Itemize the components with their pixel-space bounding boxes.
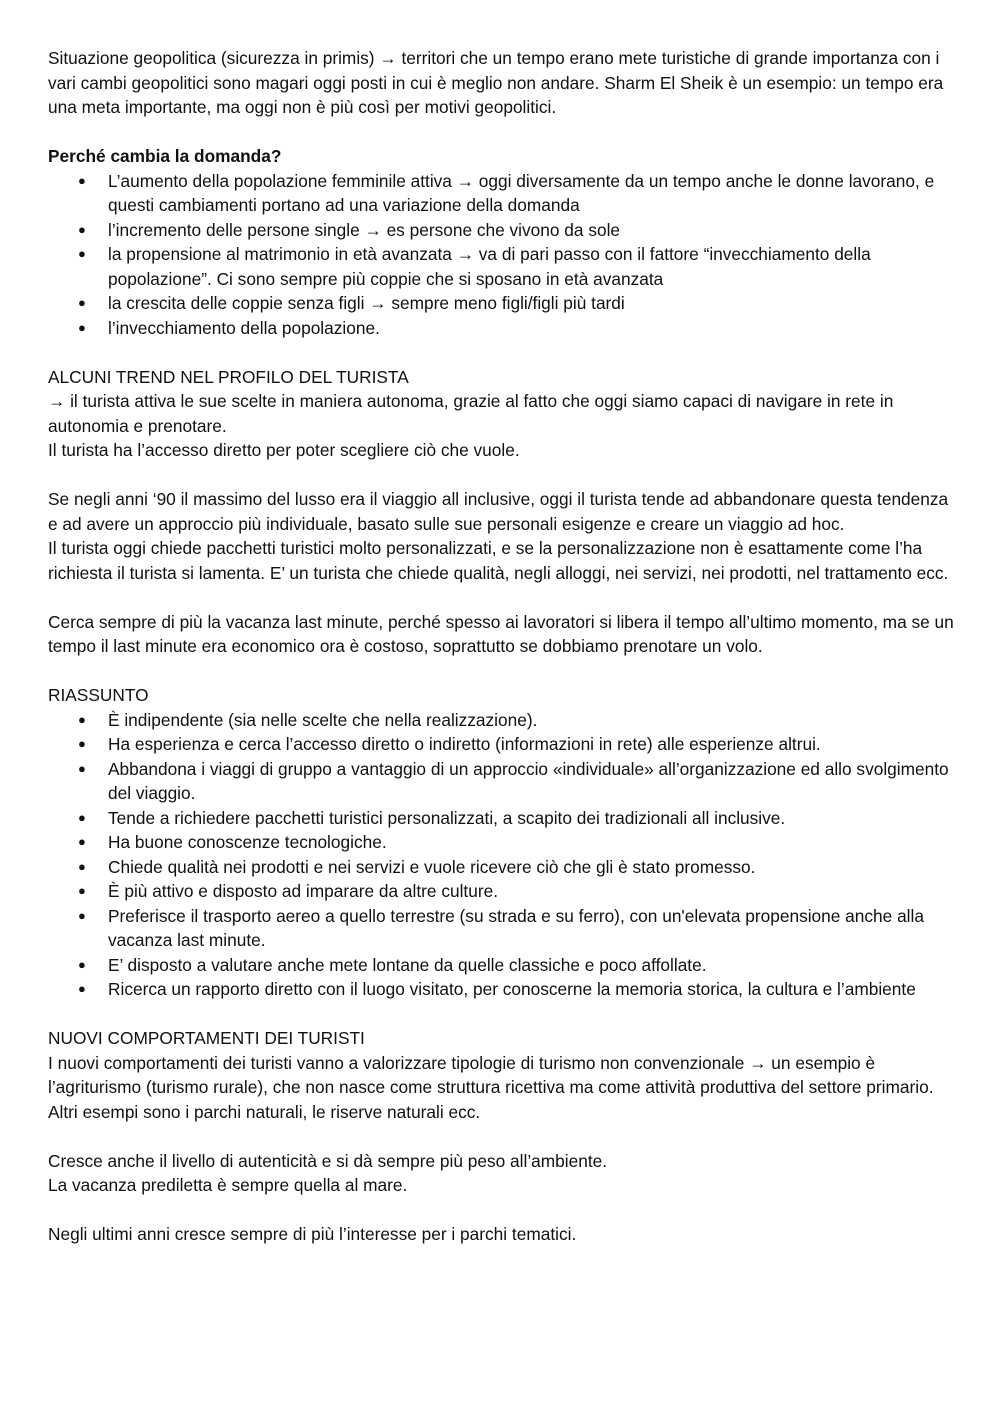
list-item [48,708,960,733]
domanda-heading: Perché cambia la domanda? [48,146,282,166]
trend-paragraph-1: Se negli anni ‘90 il massimo del lusso era il viaggio all inclusive, oggi il turista tende ad abbandonare questa tendenza e ad avere un approccio più individuale, basato sulle sue personali esigenze e creare un viaggio ad hoc. [48,489,949,534]
spacer [48,659,960,684]
bullet-icon: ● [78,858,86,874]
spacer [48,1198,960,1223]
spacer [48,340,960,365]
list-item-text: Chiede qualità nei prodotti e nei servizi e vuole ricevere ciò che gli è stato promesso. [108,856,756,877]
document-page [48,46,960,1247]
list-item [48,291,960,316]
list-item-text: È più attivo e disposto ad imparare da altre culture. [108,881,499,901]
trend-heading: ALCUNI TREND NEL PROFILO DEL TURISTA [48,366,409,387]
spacer [48,1124,960,1149]
list-item-text: E’ disposto a valutare anche mete lontane da quelle classiche e poco affollate. [108,954,707,975]
riassunto-list [48,708,960,1002]
list-item [48,806,960,831]
comportamenti-paragraph-5: Negli ultimi anni cresce sempre di più l’interesse per i parchi tematici. [48,1224,577,1244]
spacer [48,120,960,145]
bullet-icon: ● [78,760,86,776]
list-item [48,830,960,855]
trend-paragraph-2: Il turista oggi chiede pacchetti turistici molto personalizzati, e se la personalizzazione non è esattamente come l’ha richiesta il turista si lamenta. E’ un turista che chiede qualità, negli alloggi, nei servizi, nei prodotti, nel trattamento ecc. [48,538,949,583]
list-item-text: È indipendente (sia nelle scelte che nella realizzazione). [108,709,538,730]
comportamenti-paragraph-1: I nuovi comportamenti dei turisti vanno a valorizzare tipologie di turismo non convenzionale → un esempio è l’agriturismo (turismo rurale), che non nasce come struttura ricettiva ma come attività produttiva del settore primario. [48,1052,934,1097]
bullet-icon: ● [78,883,86,898]
list-item-text: Abbandona i viaggi di gruppo a vantaggio di un approccio «individuale» all’organizzazione ed allo svolgimento del viaggio. [108,758,949,803]
list-item-text: la crescita delle coppie senza figli → sempre meno figli/figli più tardi [108,293,625,313]
riassunto-heading: RIASSUNTO [48,685,149,705]
list-item-text: Tende a richiedere pacchetti turistici personalizzati, a scapito dei tradizionali all inclusive. [108,807,786,828]
list-item-text: l’invecchiamento della popolazione. [108,317,380,338]
comportamenti-paragraph-2: Altri esempi sono i parchi naturali, le riserve naturali ecc. [48,1101,481,1122]
intro-paragraph: Situazione geopolitica (sicurezza in primis) → territori che un tempo erano mete turistiche di grande importanza con i vari cambi geopolitici sono magari oggi posti in cui è meglio non andare. Sharm El Sheik è un esempio: un tempo era una meta importante, ma oggi non è più così per motivi geopolitici. [48,48,944,117]
trend-line-1: → il turista attiva le sue scelte in maniera autonoma, grazie al fatto che oggi siamo capaci di navigare in rete in autonomia e prenotare. [48,391,894,436]
list-item-text: L’aumento della popolazione femminile attiva → oggi diversamente da un tempo anche le donne lavorano, e questi cambiamenti portano ad una variazione della domanda [108,170,935,215]
list-item-text: Ricerca un rapporto diretto con il luogo visitato, per conoscerne la memoria storica, la cultura e l’ambiente [108,979,916,999]
bullet-icon: ● [78,319,86,335]
list-item-text: Preferisce il trasporto aereo a quello terrestre (su strada e su ferro), con un'elevata propensione anche alla vacanza last minute. [108,905,924,950]
list-item [48,757,960,806]
list-item [48,879,960,904]
list-item [48,732,960,757]
bullet-icon: ● [78,221,86,237]
spacer [48,1002,960,1027]
list-item [48,242,960,291]
list-item [48,316,960,341]
trend-line-2: Il turista ha l’accesso diretto per poter scegliere ciò che vuole. [48,440,520,460]
bullet-icon: ● [78,711,86,727]
spacer [48,585,960,610]
bullet-icon: ● [78,246,86,261]
list-item-text: Ha esperienza e cerca l’accesso diretto o indiretto (informazioni in rete) alle esperienze altrui. [108,734,821,754]
list-item-text: Ha buone conoscenze tecnologiche. [108,832,387,852]
comportamenti-paragraph-3: Cresce anche il livello di autenticità e si dà sempre più peso all’ambiente. [48,1150,608,1171]
bullet-icon: ● [78,956,86,972]
domanda-list [48,169,960,341]
bullet-icon: ● [78,736,86,751]
trend-paragraph-3: Cerca sempre di più la vacanza last minute, perché spesso ai lavoratori si libera il tempo all’ultimo momento, ma se un tempo il last minute era economico ora è costoso, soprattutto se dobbiamo prenotare un volo. [48,611,954,656]
bullet-icon: ● [78,981,86,996]
comportamenti-heading: NUOVI COMPORTAMENTI DEI TURISTI [48,1028,365,1048]
spacer [48,463,960,488]
comportamenti-paragraph-4: La vacanza prediletta è sempre quella al mare. [48,1175,408,1195]
list-item-text: la propensione al matrimonio in età avanzata → va di pari passo con il fattore “invecchiamento della popolazione”. Ci sono sempre più coppie che si sposano in età avanzata [108,244,871,289]
list-item [48,977,960,1002]
list-item [48,218,960,243]
list-item [48,169,960,218]
bullet-icon: ● [78,172,86,188]
bullet-icon: ● [78,295,86,310]
list-item [48,904,960,953]
list-item-text: l’incremento delle persone single → es persone che vivono da sole [108,219,621,240]
bullet-icon: ● [78,834,86,849]
list-item [48,953,960,978]
bullet-icon: ● [78,809,86,825]
bullet-icon: ● [78,907,86,923]
list-item [48,855,960,880]
